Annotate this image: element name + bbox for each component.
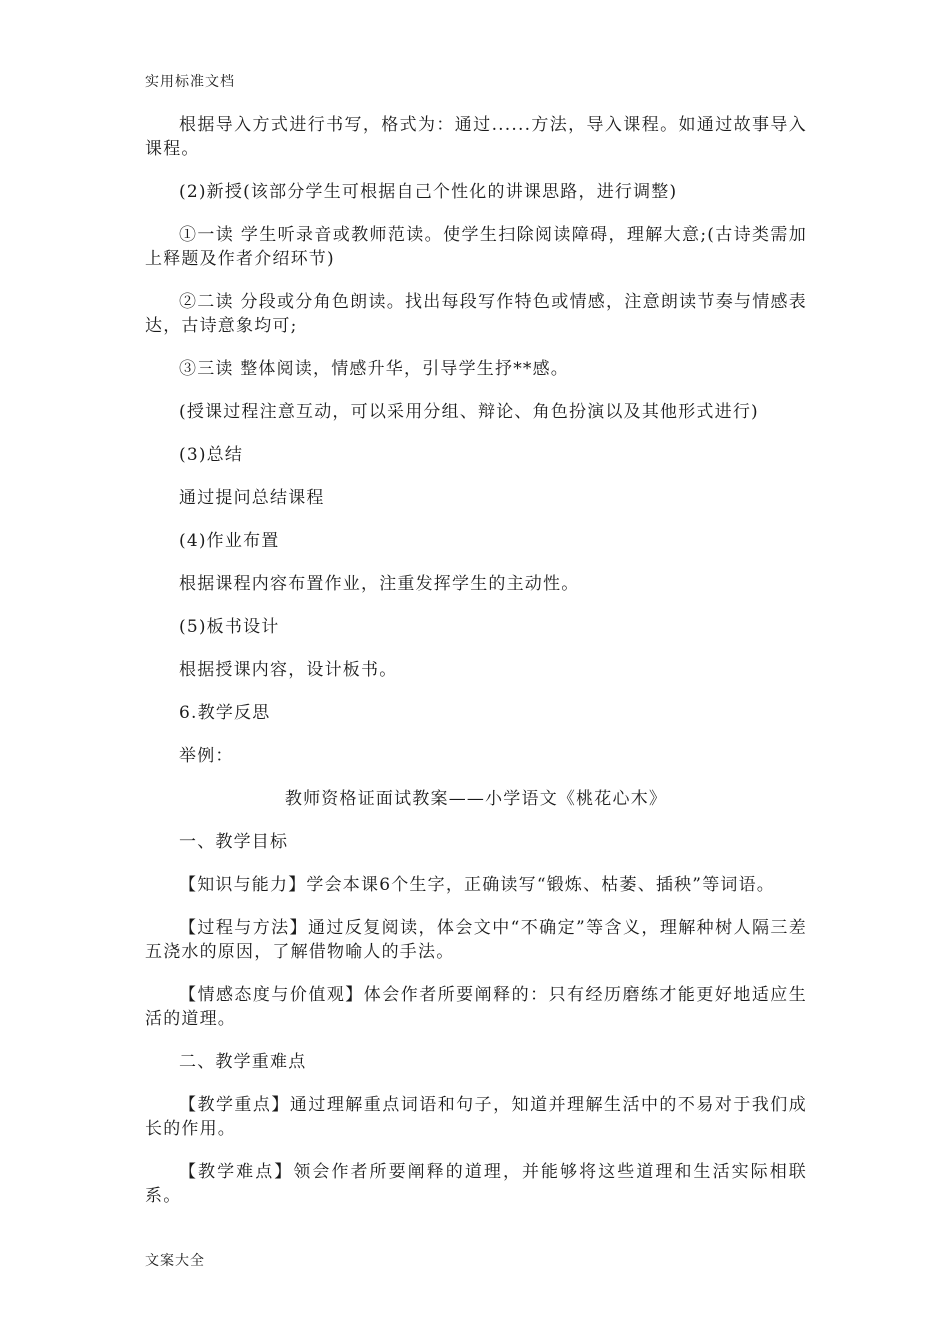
paragraph-objective-knowledge: 【知识与能力】学会本课6个生字，正确读写“锻炼、枯萎、插秧”等词语。 bbox=[179, 875, 775, 895]
paragraph-second-reading: ②二读 分段或分角色朗读。找出每段写作特色或情感，注意朗读节奏与情感表达，古诗意象均可; bbox=[145, 292, 807, 336]
section-heading-key-points: 二、教学重难点 bbox=[179, 1052, 307, 1072]
paragraph-summary-heading: (3)总结 bbox=[179, 445, 244, 465]
paragraph-difficult-point: 【教学难点】领会作者所要阐释的道理，并能够将这些道理和生活实际相联系。 bbox=[145, 1162, 807, 1206]
paragraph-key-point: 【教学重点】通过理解重点词语和句子，知道并理解生活中的不易对于我们成长的作用。 bbox=[145, 1095, 807, 1139]
paragraph-first-reading: ①一读 学生听录音或教师范读。使学生扫除阅读障碍，理解大意;(古诗类需加上释题及作者介绍环节) bbox=[145, 225, 807, 269]
section-heading-objectives: 一、教学目标 bbox=[179, 832, 289, 852]
page-footer: 文案大全 bbox=[145, 1253, 205, 1269]
paragraph-board-heading: (5)板书设计 bbox=[179, 617, 280, 637]
paragraph-new-lesson: (2)新授(该部分学生可根据自己个性化的讲课思路，进行调整) bbox=[179, 182, 678, 202]
paragraph-third-reading: ③三读 整体阅读，情感升华，引导学生抒**感。 bbox=[179, 359, 570, 379]
paragraph-interaction-note: (授课过程注意互动，可以采用分组、辩论、角色扮演以及其他形式进行) bbox=[179, 402, 759, 422]
lesson-plan-title: 教师资格证面试教案——小学语文《桃花心木》 bbox=[284, 789, 668, 809]
paragraph-summary-text: 通过提问总结课程 bbox=[179, 488, 325, 508]
paragraph-homework-heading: (4)作业布置 bbox=[179, 531, 280, 551]
paragraph-homework-text: 根据课程内容布置作业，注重发挥学生的主动性。 bbox=[179, 574, 580, 594]
paragraph-board-text: 根据授课内容，设计板书。 bbox=[179, 660, 398, 680]
paragraph-intro-method: 根据导入方式进行书写，格式为：通过......方法，导入课程。如通过故事导入课程。 bbox=[145, 115, 807, 159]
paragraph-objective-process: 【过程与方法】通过反复阅读，体会文中“不确定”等含义，理解种树人隔三差五浇水的原因，了解借物喻人的手法。 bbox=[145, 918, 807, 962]
page-header: 实用标准文档 bbox=[145, 74, 235, 90]
paragraph-reflection-heading: 6.教学反思 bbox=[179, 703, 271, 723]
document-body bbox=[145, 113, 807, 1227]
paragraph-example-label: 举例： bbox=[179, 746, 234, 766]
paragraph-objective-emotion: 【情感态度与价值观】体会作者所要阐释的：只有经历磨练才能更好地适应生活的道理。 bbox=[145, 985, 807, 1029]
